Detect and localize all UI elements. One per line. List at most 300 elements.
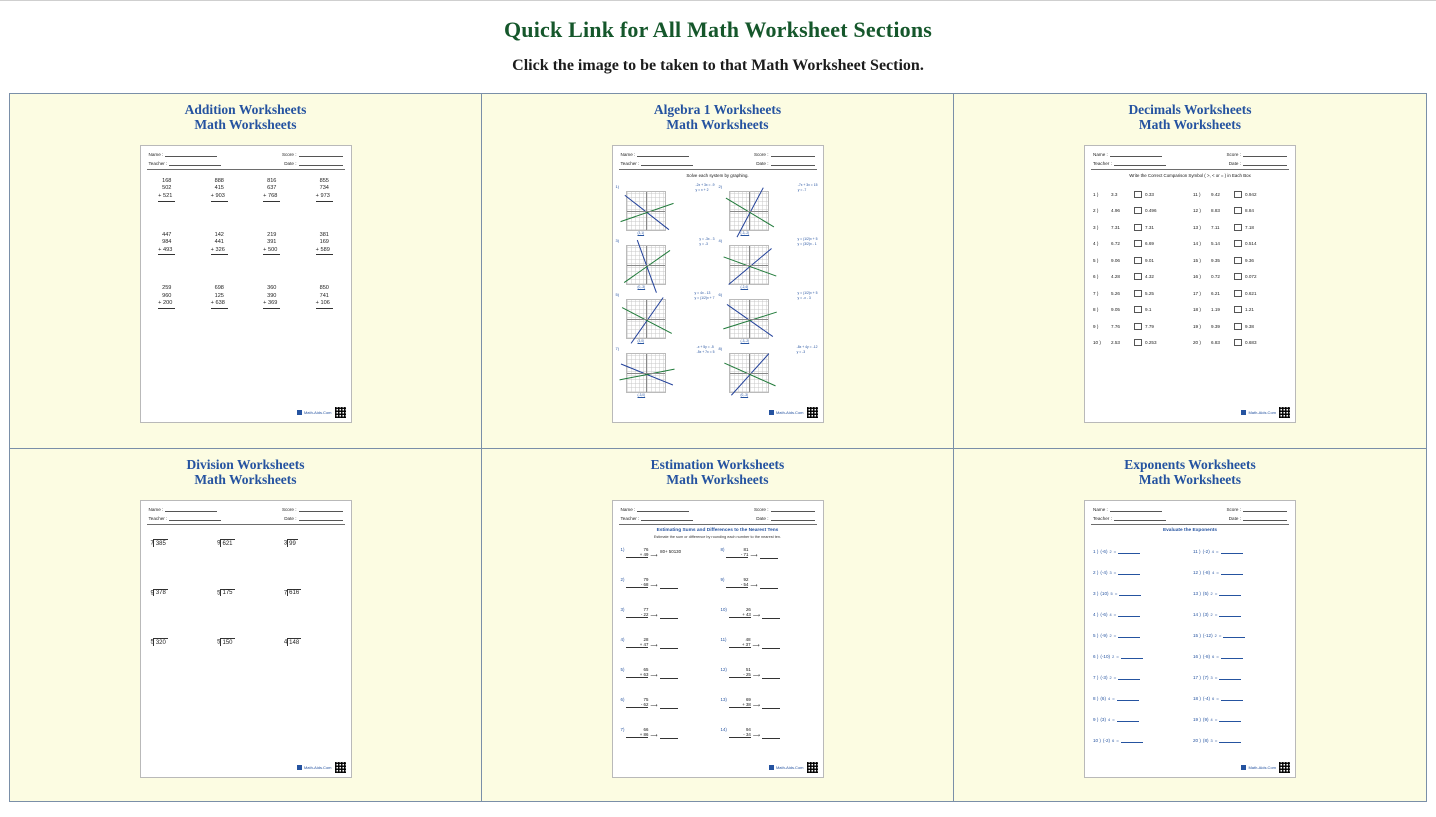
item-number: 5) <box>615 292 620 297</box>
dividend: 99 <box>287 539 298 547</box>
equals-sign: = <box>1114 591 1118 596</box>
header-rule <box>619 524 817 525</box>
section-title-line1: Division Worksheets <box>186 457 305 472</box>
equals-sign: = <box>1113 612 1117 617</box>
exponent-value: 6 <box>1212 696 1215 701</box>
header-rule <box>147 169 345 170</box>
comparison-row <box>1193 318 1287 335</box>
line-2 <box>725 198 773 227</box>
problem-row <box>141 285 351 309</box>
teacher-field: Teacher : <box>1093 161 1166 166</box>
exponent-value: 4 <box>1210 717 1213 722</box>
symbol-box[interactable] <box>1234 240 1242 247</box>
symbol-box[interactable] <box>1134 257 1142 264</box>
base-value: (-4) <box>1202 696 1211 701</box>
estimation-row <box>621 547 715 577</box>
symbol-box[interactable] <box>1134 339 1142 346</box>
answer-blank[interactable] <box>762 675 780 679</box>
site-favicon-icon <box>297 410 302 415</box>
right-value: 4.32 <box>1145 274 1154 280</box>
item-number: 19 ) <box>1193 717 1201 722</box>
base-value: (10) <box>1100 591 1109 596</box>
instruction-text: Solve each system by graphing. <box>686 173 749 178</box>
left-value: 9.05 <box>1111 307 1120 313</box>
estimation-row <box>721 727 815 757</box>
item-number: 20 ) <box>1193 340 1201 346</box>
section-title-line1: Addition Worksheets <box>184 102 307 117</box>
section-title <box>654 102 781 132</box>
dividend: 320 <box>153 638 168 646</box>
equals-sign: = <box>1214 612 1218 617</box>
rounded-result: 80+ 50130 <box>660 549 682 554</box>
section-title <box>651 457 785 487</box>
header-rule <box>619 169 817 170</box>
answer-blank[interactable] <box>1118 570 1140 575</box>
exponent-row <box>1093 667 1187 688</box>
site-favicon-icon <box>1241 410 1246 415</box>
worksheet-thumbnail-division[interactable] <box>140 500 352 778</box>
coordinate-grid <box>729 245 769 285</box>
problem-operands: 77 - 22 <box>626 607 648 618</box>
equals-sign: = <box>1116 654 1119 659</box>
left-value: 9.42 <box>1211 191 1220 197</box>
left-value: 0.72 <box>1211 274 1220 280</box>
system-equations: y = (1/2)x + 5 y = (3/2)x - 1 <box>797 237 818 246</box>
symbol-box[interactable] <box>1234 257 1242 264</box>
section-title <box>185 102 307 132</box>
answer-blank[interactable] <box>1221 570 1243 575</box>
exponent-row <box>1093 688 1187 709</box>
worksheet-section-card-addition[interactable] <box>10 94 482 449</box>
item-number: 12 ) <box>1193 208 1201 214</box>
divisor: 5 <box>217 639 221 646</box>
estimation-row <box>721 667 815 697</box>
comparison-row <box>1093 318 1187 335</box>
item-number: 2 ) <box>1093 208 1099 214</box>
comparison-row <box>1193 252 1287 269</box>
section-title-line2: Math Worksheets <box>666 117 769 132</box>
answer-blank[interactable] <box>1221 654 1243 659</box>
system-equations: y = 4x - 13 y = (1/2)x + 7 <box>694 291 715 300</box>
left-value: 6.72 <box>1111 241 1120 247</box>
exponent-row <box>1093 625 1187 646</box>
base-value: (-3) <box>1100 675 1108 680</box>
right-value: 5.25 <box>1145 290 1154 296</box>
problem-row <box>141 178 351 202</box>
item-number: 7 ) <box>1093 290 1099 296</box>
left-value: 7.31 <box>1111 224 1120 230</box>
item-number: 13 ) <box>1193 591 1201 596</box>
coordinate-grid <box>626 353 666 393</box>
base-value: (3) <box>1202 612 1209 617</box>
exponent-value: 2 <box>1214 633 1217 638</box>
symbol-box[interactable] <box>1134 207 1142 214</box>
base-value: (-4) <box>1100 570 1108 575</box>
left-value: 6.83 <box>1211 340 1220 346</box>
estimation-row <box>621 727 715 757</box>
item-number: 5) <box>620 667 625 672</box>
answer-blank[interactable] <box>762 645 780 649</box>
exponent-row <box>1093 709 1187 730</box>
item-number: 8 ) <box>1093 696 1099 701</box>
instruction-text: Evaluate the Exponents <box>1162 528 1218 533</box>
answer-blank[interactable] <box>762 705 780 709</box>
worksheet-footer <box>297 406 347 419</box>
answer-blank[interactable] <box>1117 696 1139 701</box>
worksheet-thumbnail-exponents[interactable] <box>1084 500 1296 778</box>
item-number: 16 ) <box>1193 274 1201 280</box>
exponent-value: 3 <box>1210 738 1213 743</box>
item-number: 11 ) <box>1193 549 1201 554</box>
exponent-row <box>1193 709 1287 730</box>
addend-1: 259 <box>162 285 172 292</box>
comparison-row <box>1093 269 1187 286</box>
dividend: 378 <box>153 589 168 597</box>
division-problem <box>217 638 284 646</box>
score-field: Score : <box>282 507 343 512</box>
base-value: (-12) <box>1202 633 1213 638</box>
estimation-row <box>621 697 715 727</box>
item-number: 11) <box>720 637 727 642</box>
base-value: (-6) <box>1100 549 1108 554</box>
equals-sign: = <box>1214 675 1218 680</box>
exponent-value: 2 <box>1112 654 1115 659</box>
teacher-field: Teacher : <box>621 516 694 521</box>
division-problem <box>150 589 221 597</box>
system-equations: -7x + 3x = 15 y = -7 <box>797 183 818 192</box>
header-rule <box>147 524 345 525</box>
solution-point: (-2,4) <box>740 285 749 289</box>
worksheet-section-card-algebra[interactable] <box>482 94 954 449</box>
problem-operands: 76 + 49 <box>626 547 648 558</box>
estimation-row <box>721 637 815 667</box>
addend-2: 984 <box>162 239 172 246</box>
addend-3: + 973 <box>316 193 333 202</box>
answer-blank[interactable] <box>1221 549 1243 554</box>
item-number: 3) <box>620 607 625 612</box>
solution-point: (0,-3) <box>740 393 749 397</box>
equals-sign: = <box>1216 654 1219 659</box>
exponent-value: 2 <box>1210 612 1213 617</box>
answer-blank[interactable] <box>1219 675 1241 680</box>
item-number: 3 ) <box>1093 224 1099 230</box>
right-value: 8.84 <box>1245 208 1254 214</box>
addend-1: 168 <box>162 178 172 184</box>
right-value: 7.79 <box>1145 323 1154 329</box>
instruction-text: Write the Correct Comparison Symbol ( >, < or = ) in Each Box <box>1129 173 1251 178</box>
section-title-line2: Math Worksheets <box>666 472 769 487</box>
answer-blank[interactable] <box>1118 675 1140 680</box>
item-number: 5 ) <box>1093 633 1099 638</box>
graph-problem <box>719 344 820 396</box>
date-field: Date : <box>284 516 342 521</box>
addition-problem <box>298 232 351 256</box>
arrow-icon: ⟶ <box>752 733 761 739</box>
graph-grid <box>613 182 823 396</box>
problem-row <box>141 232 351 256</box>
equals-sign: = <box>1218 633 1222 638</box>
item-number: 12) <box>720 667 727 672</box>
addend-2: 734 <box>319 185 329 192</box>
line-2 <box>619 369 674 380</box>
exponent-row <box>1193 667 1287 688</box>
worksheet-header <box>141 501 351 521</box>
addition-problem <box>298 285 351 309</box>
problem-operands: 81 - 71 <box>726 547 748 558</box>
item-number: 14) <box>720 727 727 732</box>
symbol-box[interactable] <box>1134 306 1142 313</box>
item-number: 19 ) <box>1193 323 1201 329</box>
graph-problem <box>616 236 717 288</box>
exponent-value: 3 <box>1109 570 1112 575</box>
item-number: 1 ) <box>1093 191 1099 197</box>
graph-problem <box>719 236 820 288</box>
symbol-box[interactable] <box>1134 240 1142 247</box>
addend-3: + 326 <box>211 247 228 256</box>
worksheet-thumbnail-estimation[interactable] <box>612 500 824 778</box>
dividend: 175 <box>220 589 235 597</box>
left-value: 6.21 <box>1211 290 1220 296</box>
equals-sign: = <box>1112 696 1115 701</box>
worksheet-footer <box>1241 406 1291 419</box>
line-2 <box>724 363 775 386</box>
coordinate-grid <box>626 299 666 339</box>
solution-point: (3,0) <box>637 339 645 343</box>
problem-row <box>141 589 351 597</box>
addition-problem <box>298 178 351 202</box>
answer-blank[interactable] <box>1121 738 1143 743</box>
answer-blank[interactable] <box>760 555 778 559</box>
exponent-value: 6 <box>1212 654 1215 659</box>
answer-blank[interactable] <box>760 585 778 589</box>
symbol-box[interactable] <box>1234 224 1242 231</box>
symbol-box[interactable] <box>1234 273 1242 280</box>
answer-blank[interactable] <box>1118 612 1140 617</box>
comparison-row <box>1193 186 1287 203</box>
problem-operands: 26 + 43 <box>729 607 751 618</box>
item-number: 13 ) <box>1193 224 1201 230</box>
worksheet-section-card-exponents[interactable] <box>954 449 1426 801</box>
exponent-value: 2 <box>1210 591 1213 596</box>
exponent-value: 4 <box>1108 717 1111 722</box>
worksheet-thumbnail-decimals[interactable] <box>1084 145 1296 423</box>
problem-row <box>141 638 351 646</box>
symbol-box[interactable] <box>1234 323 1242 330</box>
estimation-row <box>621 637 715 667</box>
item-number: 17 ) <box>1193 290 1201 296</box>
exponent-row <box>1093 583 1187 604</box>
right-value: 9.36 <box>1245 257 1254 263</box>
name-field: Name : <box>621 152 690 157</box>
answer-blank[interactable] <box>660 735 678 739</box>
answer-blank[interactable] <box>1118 633 1140 638</box>
score-field: Score : <box>754 507 815 512</box>
problem-operands: 51 - 25 <box>729 667 751 678</box>
worksheet-header <box>613 146 823 166</box>
problem-operands: 79 - 68 <box>626 577 648 588</box>
item-number: 4) <box>718 238 723 243</box>
addend-1: 219 <box>267 231 277 238</box>
comparison-row <box>1193 302 1287 319</box>
answer-blank[interactable] <box>1117 717 1139 722</box>
base-value: (-10) <box>1100 654 1111 659</box>
item-number: 10 ) <box>1093 738 1101 743</box>
equals-sign: = <box>1216 570 1219 575</box>
answer-blank[interactable] <box>660 675 678 679</box>
section-title-line2: Math Worksheets <box>1138 117 1242 132</box>
equals-sign: = <box>1214 591 1218 596</box>
arrow-icon: ⟶ <box>752 613 761 619</box>
exponent-row <box>1193 730 1287 751</box>
item-number: 11 ) <box>1193 191 1201 197</box>
symbol-box[interactable] <box>1234 207 1242 214</box>
worksheet-thumbnail-addition[interactable] <box>140 145 352 423</box>
date-field: Date : <box>1229 516 1287 521</box>
divisor: 5 <box>150 639 154 646</box>
graph-problem <box>719 290 820 342</box>
division-problem <box>217 589 284 597</box>
estimation-row <box>621 607 715 637</box>
item-number: 15 ) <box>1193 257 1201 263</box>
worksheet-section-card-decimals[interactable] <box>954 94 1426 449</box>
score-field: Score : <box>1226 152 1287 157</box>
symbol-box[interactable] <box>1234 306 1242 313</box>
section-title <box>1128 102 1251 132</box>
instruction-subtext: Estimate the sum or difference by rounding each number to the nearest ten. <box>653 535 782 539</box>
left-value: 7.76 <box>1111 323 1120 329</box>
section-title-line1: Exponents Worksheets <box>1124 457 1256 472</box>
addition-problem <box>193 178 246 202</box>
addend-2: 391 <box>267 239 277 246</box>
addend-1: 381 <box>319 231 329 238</box>
exponent-row <box>1193 541 1287 562</box>
worksheet-section-card-division[interactable] <box>10 449 482 801</box>
addend-2: 415 <box>214 185 224 192</box>
exponent-row <box>1093 604 1187 625</box>
teacher-field: Teacher : <box>621 161 694 166</box>
section-title-line2: Math Worksheets <box>1138 472 1242 487</box>
divisor: 9 <box>150 590 154 596</box>
comparison-row <box>1193 269 1287 286</box>
item-number: 10) <box>720 607 727 612</box>
answer-blank[interactable] <box>1118 549 1140 554</box>
answer-blank[interactable] <box>1219 591 1241 596</box>
addition-problem <box>193 232 246 256</box>
answer-blank[interactable] <box>1219 738 1241 743</box>
answer-blank[interactable] <box>762 735 780 739</box>
exponent-row <box>1093 562 1187 583</box>
teacher-field: Teacher : <box>1093 516 1166 521</box>
answer-blank[interactable] <box>1223 633 1245 638</box>
equals-sign: = <box>1112 717 1115 722</box>
answer-blank[interactable] <box>1219 717 1241 722</box>
answer-blank[interactable] <box>762 615 780 619</box>
symbol-box[interactable] <box>1134 273 1142 280</box>
symbol-box[interactable] <box>1134 224 1142 231</box>
right-value: 0.621 <box>1245 290 1257 296</box>
symbol-box[interactable] <box>1234 290 1242 297</box>
solution-point: (0,-3) <box>637 285 646 289</box>
exponent-value: 2 <box>1109 633 1112 638</box>
answer-blank[interactable] <box>660 615 678 619</box>
item-number: 13) <box>720 697 727 702</box>
answer-blank[interactable] <box>1121 654 1143 659</box>
answer-blank[interactable] <box>1119 591 1141 596</box>
section-title <box>1124 457 1255 487</box>
addend-3: + 903 <box>211 193 228 202</box>
addend-3: + 768 <box>263 193 280 202</box>
line-2 <box>723 256 776 276</box>
addend-1: 360 <box>267 285 277 292</box>
equals-sign: = <box>1113 633 1117 638</box>
answer-blank[interactable] <box>660 645 678 649</box>
answer-blank[interactable] <box>1221 696 1243 701</box>
brand-label: Math-Aids.Com <box>775 410 804 415</box>
addend-3: + 200 <box>158 300 175 309</box>
symbol-box[interactable] <box>1134 323 1142 330</box>
symbol-box[interactable] <box>1234 339 1242 346</box>
answer-blank[interactable] <box>660 705 678 709</box>
name-field: Name : <box>1093 152 1162 157</box>
exponent-row <box>1193 562 1287 583</box>
right-value: 9.01 <box>1145 257 1154 263</box>
coordinate-grid <box>626 191 666 231</box>
problem-operands: 92 - 54 <box>726 577 748 588</box>
right-value: 1.21 <box>1245 307 1254 313</box>
comparison-row <box>1193 203 1287 220</box>
coordinate-grid <box>729 299 769 339</box>
answer-blank[interactable] <box>1219 612 1241 617</box>
division-problem <box>217 539 284 547</box>
exponent-row <box>1093 646 1187 667</box>
addition-problem <box>141 178 194 202</box>
right-value: 0.514 <box>1245 241 1257 247</box>
answer-blank[interactable] <box>660 585 678 589</box>
symbol-box[interactable] <box>1134 191 1142 198</box>
item-number: 5 ) <box>1093 257 1099 263</box>
addend-2: 502 <box>162 185 172 192</box>
worksheet-section-card-estimation[interactable] <box>482 449 954 801</box>
equals-sign: = <box>1113 549 1117 554</box>
addend-2: 741 <box>319 292 329 299</box>
base-value: (7) <box>1202 675 1209 680</box>
exponent-row <box>1193 583 1287 604</box>
date-field: Date : <box>756 161 814 166</box>
arrow-icon: ⟶ <box>750 583 758 589</box>
base-value: (-2) <box>1102 738 1111 743</box>
item-number: 8 ) <box>1093 307 1099 313</box>
division-problem <box>150 638 221 646</box>
divisor: 4 <box>283 639 288 646</box>
page-title: Quick Link for All Math Worksheet Sections <box>503 17 933 42</box>
left-value: 5.26 <box>1111 290 1120 296</box>
symbol-box[interactable] <box>1234 191 1242 198</box>
estimation-row <box>721 697 815 727</box>
item-number: 1) <box>615 184 620 189</box>
name-field: Name : <box>149 507 218 512</box>
worksheet-footer <box>1241 761 1291 774</box>
graph-problem <box>616 182 717 234</box>
symbol-box[interactable] <box>1134 290 1142 297</box>
comparison-row <box>1093 236 1187 253</box>
equals-sign: = <box>1215 549 1219 554</box>
base-value: (-2) <box>1202 549 1210 554</box>
teacher-field: Teacher : <box>149 516 222 521</box>
system-equations: y = -3x - 3 y = -3 <box>699 237 715 246</box>
left-value: 5.14 <box>1211 241 1220 247</box>
worksheet-thumbnail-algebra[interactable] <box>612 145 824 423</box>
equals-sign: = <box>1113 675 1117 680</box>
